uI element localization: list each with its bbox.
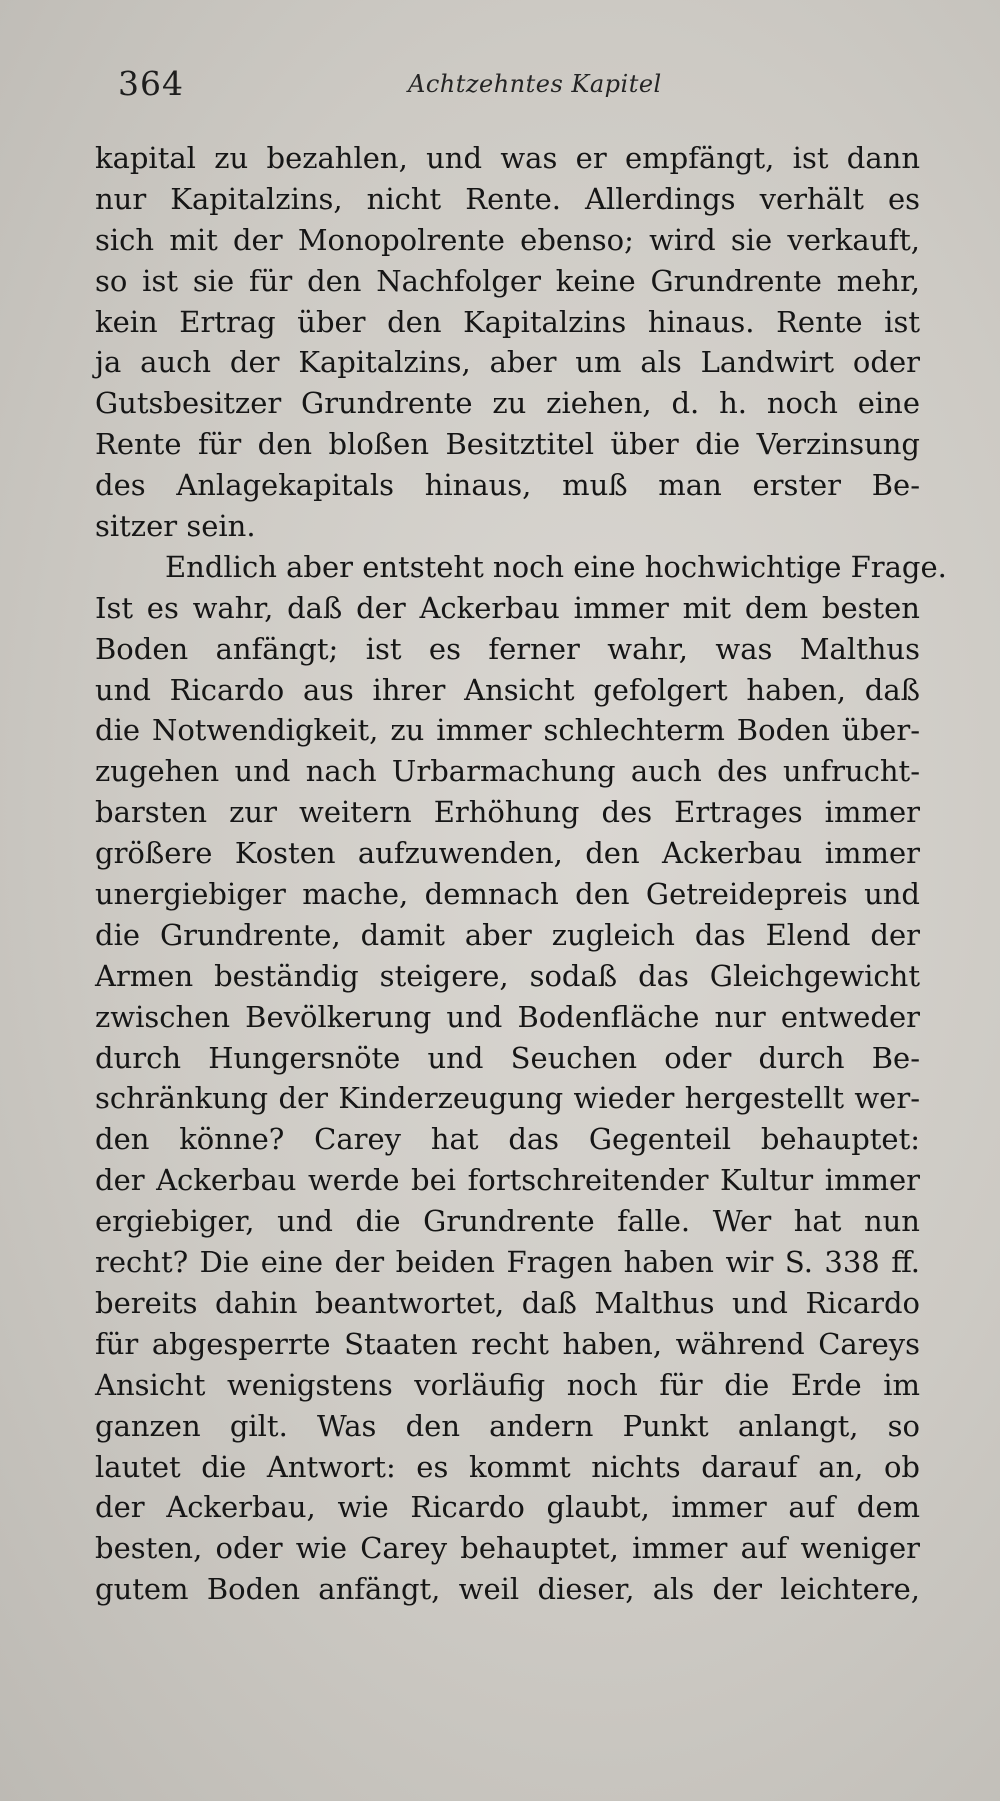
text-line: die Notwendigkeit, zu immer schlechterm Boden über- xyxy=(95,713,920,748)
text-line: des Anlagekapitals hinaus, muß man erster Be- xyxy=(95,468,920,503)
text-line: recht? Die eine der beiden Fragen haben wir S. 338 ff. xyxy=(95,1245,920,1280)
text-line: für abgesperrte Staaten recht haben, während Careys xyxy=(95,1326,920,1361)
text-line: sitzer sein. xyxy=(95,509,256,544)
running-title: Achtzehntes Kapitel xyxy=(408,70,662,98)
text-line: nur Kapitalzins, nicht Rente. Allerdings verhält es xyxy=(95,181,920,216)
text-line: gutem Boden anfängt, weil dieser, als der leichtere, xyxy=(95,1572,920,1607)
text-line: besten, oder wie Carey behauptet, immer auf weniger xyxy=(95,1531,920,1566)
text-line: der Ackerbau, wie Ricardo glaubt, immer auf dem xyxy=(95,1490,920,1525)
text-line: größere Kosten aufzuwenden, den Ackerbau immer xyxy=(95,836,920,871)
text-line: schränkung der Kinderzeugung wieder hergestellt wer- xyxy=(95,1081,920,1116)
text-line: bereits dahin beantwortet, daß Malthus und Ricardo xyxy=(95,1285,920,1320)
text-line: zwischen Bevölkerung und Bodenfläche nur entweder xyxy=(95,999,920,1034)
page-number: 364 xyxy=(118,64,184,103)
text-line: ergiebiger, und die Grundrente falle. Wer hat nun xyxy=(95,1204,920,1239)
text-line: unergiebiger mache, demnach den Getreidepreis und xyxy=(95,877,920,912)
text-line: ja auch der Kapitalzins, aber um als Landwirt oder xyxy=(95,345,920,380)
text-line: durch Hungersnöte und Seuchen oder durch Be- xyxy=(95,1040,920,1075)
paragraph-2 xyxy=(95,547,947,1610)
page-header xyxy=(118,64,928,114)
text-line: kein Ertrag über den Kapitalzins hinaus. Rente ist xyxy=(95,304,920,339)
text-line: so ist sie für den Nachfolger keine Grundrente mehr, xyxy=(95,263,920,298)
text-line: die Grundrente, damit aber zugleich das Elend der xyxy=(95,917,920,952)
body-text xyxy=(95,138,947,1610)
text-line: Rente für den bloßen Besitztitel über die Verzinsung xyxy=(95,427,920,462)
paragraph-1 xyxy=(95,138,920,547)
text-line: und Ricardo aus ihrer Ansicht gefolgert haben, daß xyxy=(95,672,920,707)
text-line: lautet die Antwort: es kommt nichts darauf an, ob xyxy=(95,1449,920,1484)
text-line: zugehen und nach Urbarmachung auch des unfrucht- xyxy=(95,754,920,789)
text-line: sich mit der Monopolrente ebenso; wird sie verkauft, xyxy=(95,222,920,257)
text-line: Gutsbesitzer Grundrente zu ziehen, d. h. noch eine xyxy=(95,386,920,421)
text-line: kapital zu bezahlen, und was er empfängt, ist dann xyxy=(95,141,920,175)
text-line: Ansicht wenigstens vorläufig noch für die Erde im xyxy=(95,1367,920,1402)
text-line: der Ackerbau werde bei fortschreitender Kultur immer xyxy=(95,1163,920,1198)
text-line: Boden anfängt; ist es ferner wahr, was Malthus xyxy=(95,631,920,666)
text-line: Armen beständig steigere, sodaß das Gleichgewicht xyxy=(95,958,920,993)
text-line: Endlich aber entsteht noch eine hochwichtige Frage. xyxy=(165,549,947,584)
text-line: barsten zur weitern Erhöhung des Ertrages immer xyxy=(95,795,920,830)
text-line: den könne? Carey hat das Gegenteil behauptet: xyxy=(95,1122,920,1157)
text-line: ganzen gilt. Was den andern Punkt anlangt, so xyxy=(95,1408,920,1443)
text-line: Ist es wahr, daß der Ackerbau immer mit dem besten xyxy=(95,590,920,625)
